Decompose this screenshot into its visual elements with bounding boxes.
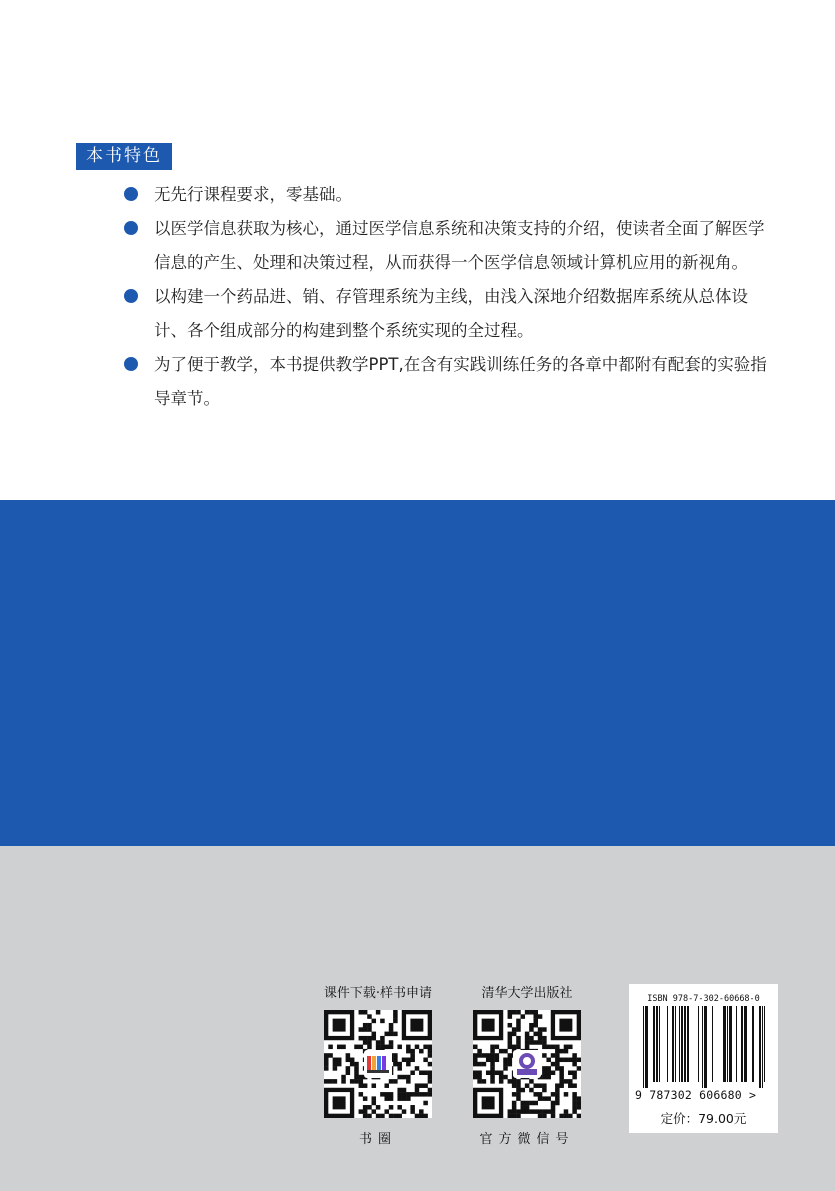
section-heading: 本书特色 [76, 143, 172, 170]
feature-line: 导章节。 [154, 389, 220, 408]
feature-item [122, 212, 772, 280]
bullet-icon [124, 289, 138, 303]
feature-line: 为了便于教学，本书提供教学PPT,在含有实践训练任务的各章中都附有配套的实验指 [154, 355, 767, 374]
blue-band [0, 500, 835, 846]
feature-line: 以构建一个药品进、销、存管理系统为主线，由浅入深地介绍数据库系统从总体设 [154, 287, 748, 306]
qr-block-courseware [320, 984, 436, 1147]
features-section [0, 0, 835, 500]
qr-bottom-caption: 书圈 [358, 1132, 397, 1147]
qr-bottom-caption: 官方微信号 [479, 1132, 575, 1147]
isbn-text: ISBN 978-7-302-60668-0 [647, 994, 760, 1004]
feature-line: 计、各个组成部分的构建到整个系统实现的全过程。 [154, 321, 534, 340]
qr-top-caption: 清华大学出版社 [481, 986, 573, 1001]
feature-item [122, 280, 772, 348]
feature-item [122, 348, 772, 416]
barcode-digits: 9 787302 606680 > [635, 1088, 757, 1102]
qr-block-wechat [469, 984, 585, 1147]
bullet-icon [124, 357, 138, 371]
feature-list [122, 178, 772, 416]
feature-line: 信息的产生、处理和决策过程，从而获得一个医学信息领域计算机应用的新视角。 [154, 253, 748, 272]
bullet-icon [124, 187, 138, 201]
price-label: 定价：79.00元 [660, 1111, 747, 1126]
qr-top-caption: 课件下载·样书申请 [323, 986, 433, 1001]
bullet-icon [124, 221, 138, 235]
shuquan-logo-icon [364, 1050, 392, 1078]
isbn-barcode-panel [629, 984, 778, 1133]
qr-code[interactable] [324, 1010, 432, 1118]
feature-line: 无先行课程要求，零基础。 [154, 185, 352, 204]
qr-code[interactable] [473, 1010, 581, 1118]
feature-item [122, 178, 772, 212]
publisher-logo-icon [513, 1050, 541, 1078]
barcode-icon [643, 1006, 765, 1088]
feature-line: 以医学信息获取为核心，通过医学信息系统和决策支持的介绍，使读者全面了解医学 [154, 219, 765, 238]
